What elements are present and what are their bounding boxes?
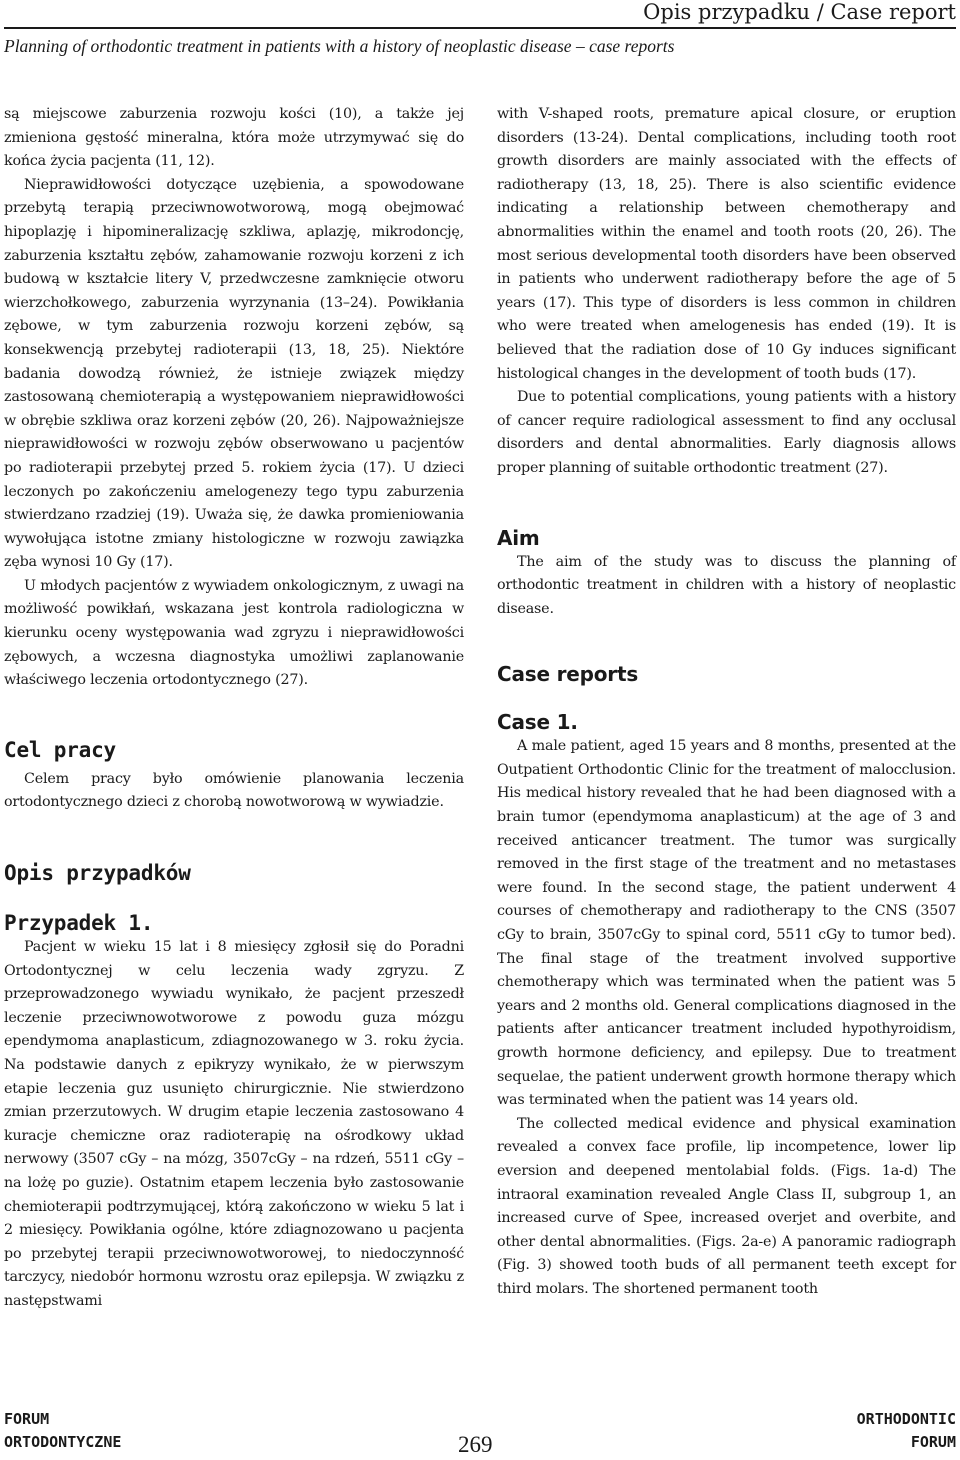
paragraph: A male patient, aged 15 years and 8 months, presented at the Outpatient Orthodontic Clinic for the treatment of malocclusion. His medical history revealed that he had been diagnosed with a brain tumor (ependymoma anaplasticum) at the age of 3 and received anticancer treatment. The tumor was surgically removed in the first stage of the treatment and no metastases were found. In the second stage, the patient underwent 4 courses of chemotherapy and radiotherapy to the CNS (3507 cGy to brain, 3507cGy to spinal cord, 5511 cGy to tumor bed). The final stage of the treatment involved supportive chemotherapy which was terminated when the patient was 5 years and 2 months old. General complications diagnosed in the patients after anticancer treatment included hypothyroidism, growth hormone deficiency, and epilepsy. Due to treatment sequelae, the patient underwent growth hormone therapy which was terminated when the patient was 14 years old. xyxy=(497,738,956,1109)
running-title: Planning of orthodontic treatment in patients with a history of neoplastic disease – case reports xyxy=(4,36,675,56)
paragraph: Pacjent w wieku 15 lat i 8 miesięcy zgłosił się do Poradni Ortodontycznej w celu leczenia wady zgryzu. Z przeprowadzonego wywiadu wynikało, że pacjent przeszedł leczenie przeciwnowotworowe z powodu guza mózgu ependymoma anaplasticum, zdiagnozowanego w 3. roku życia. Na podstawie danych z epikryzy wynikało, że w pierwszym etapie leczenia guz usunięto chirurgicznie. Nie stwierdzono zmian przerzutowych. W drugim etapie leczenia zastosowano 4 kuracje chemiczne oraz radioterapię na ośrodkowy układ nerwowy (3507 cGy – na mózg, 3507cGy – na rdzeń, 5511 cGy – na lożę po guzie). Ostatnim etapem leczenia było zastosowanie chemioterapii podtrzymującej, którą zakończono w wieku 5 lat i 2 miesięcy. Powikłania ogólne, które zdiagnozowano u pacjenta po przebytej terapii przeciwnowotworowej, to niedoczynność tarczycy, niedobór hormonu wzrostu oraz epilepsja. W związku z następstwami xyxy=(4,939,464,1309)
heading-cel-pracy: Cel pracy xyxy=(4,737,116,762)
paragraph: Nieprawidłowości dotyczące uzębienia, a spowodowane przebytą terapią przeciwnowotworową, mogą obejmować hipoplazję i hipomineralizację szkliwa, aplazję, mikrodoncję, zaburzenia kształtu zębów, zahamowanie rozwoju korzeni z ich budową w kształcie litery V, przedwczesne zamknięcie otworu wierzchołkowego, zaburzenia wyrzynania (13–24). Powikłania zębowe, w tym zaburzenia rozwoju korzeni zębów, są konsekwencją przebytej radioterapii (13, 18, 25). Niektóre badania dowodzą również, że istnieje związek między zastosowaną chemioterapią a występowaniem nieprawidłowości w obrębie szkliwa oraz korzeni zębów (20, 26). Najpoważniejsze nieprawidłowości w rozwoju zębów obserwowano u pacjentów po radioterapii przebytej przed 5. rokiem życia (17). U dzieci leczonych po zakończeniu amelogenezy tego typu zaburzenia stwierdzano rzadziej (19). Uważa się, że dawka promieniowania wywołująca istotne zmiany histologiczne w rozwoju zawiązka zęba wynosi 10 Gy (17). xyxy=(4,176,464,571)
paragraph: The collected medical evidence and physical examination revealed a convex face profile, lip incompetence, lower lip eversion and deepened mentolabial folds. (Figs. 1a-d) The intraoral examination revealed Angle Class II, subgroup 1, an increased curve of Spee, increased overjet and overbite, and other dental abnormalities. (Figs. 2a-e) A panoramic radiograph (Fig. 3) showed tooth buds of all permanent teeth except for third molars. The shortened permanent tooth xyxy=(497,1115,956,1297)
right-column xyxy=(497,103,956,1302)
paragraph: Celem pracy było omówienie planowania leczenia ortodontycznego dzieci z chorobą nowotworową w wywiadzie. xyxy=(4,770,464,811)
header-rule xyxy=(4,27,956,29)
paragraph: Due to potential complications, young patients with a history of cancer require radiological assessment to find any occlusal disorders and dental abnormalities. Early diagnosis allows proper planning of suitable orthodontic treatment (27). xyxy=(497,389,956,476)
paragraph: są miejscowe zaburzenia rozwoju kości (10), a także jej zmieniona gęstość mineralna, która może utrzymywać się do końca życia pacjenta (11, 12). xyxy=(4,106,464,170)
left-column xyxy=(4,103,464,1314)
footer-line: FORUM xyxy=(910,1433,956,1451)
section-label: Opis przypadku / Case report xyxy=(643,0,956,24)
page-number: 269 xyxy=(458,1432,493,1457)
footer-line: ORTODONTYCZNE xyxy=(4,1433,122,1451)
footer-line: ORTHODONTIC xyxy=(856,1410,956,1428)
paragraph: The aim of the study was to discuss the planning of orthodontic treatment in children with a history of neoplastic disease. xyxy=(497,553,956,617)
heading-aim: Aim xyxy=(497,525,540,550)
footer-journal-polish xyxy=(4,1408,121,1454)
paragraph: U młodych pacjentów z wywiadem onkologicznym, z uwagi na możliwość powikłań, wskazana jest kontrola radiologiczna w kierunku oceny występowania wad zgryzu i nieprawidłowości zębowych, a wczesna diagnostyka umożliwi zaplanowanie właściwego leczenia ortodontycznego (27). xyxy=(4,577,464,689)
heading-przypadek-1: Przypadek 1. xyxy=(4,911,154,936)
footer-journal-english xyxy=(857,1408,956,1454)
heading-case-1: Case 1. xyxy=(497,710,578,735)
heading-opis-przypadkow: Opis przypadków xyxy=(4,861,191,886)
heading-case-reports: Case reports xyxy=(497,662,639,687)
paragraph: with V-shaped roots, premature apical closure, or eruption disorders (13-24). Dental complications, including tooth root growth disorders are mainly associated with the effects of radiotherapy (13, 18, 25). There is also scientific evidence indicating a relationship between chemotherapy and abnormalities within the enamel and tooth roots (20, 26). The most serious developmental tooth disorders have been observed in patients who underwent radiotherapy before the age of 5 years (17). This type of disorders is less common in children who were treated when amelogenesis has ended (19). It is believed that the radiation dose of 10 Gy induces significant histological changes in the development of tooth buds (17). xyxy=(497,106,956,382)
footer-line: FORUM xyxy=(4,1410,50,1428)
